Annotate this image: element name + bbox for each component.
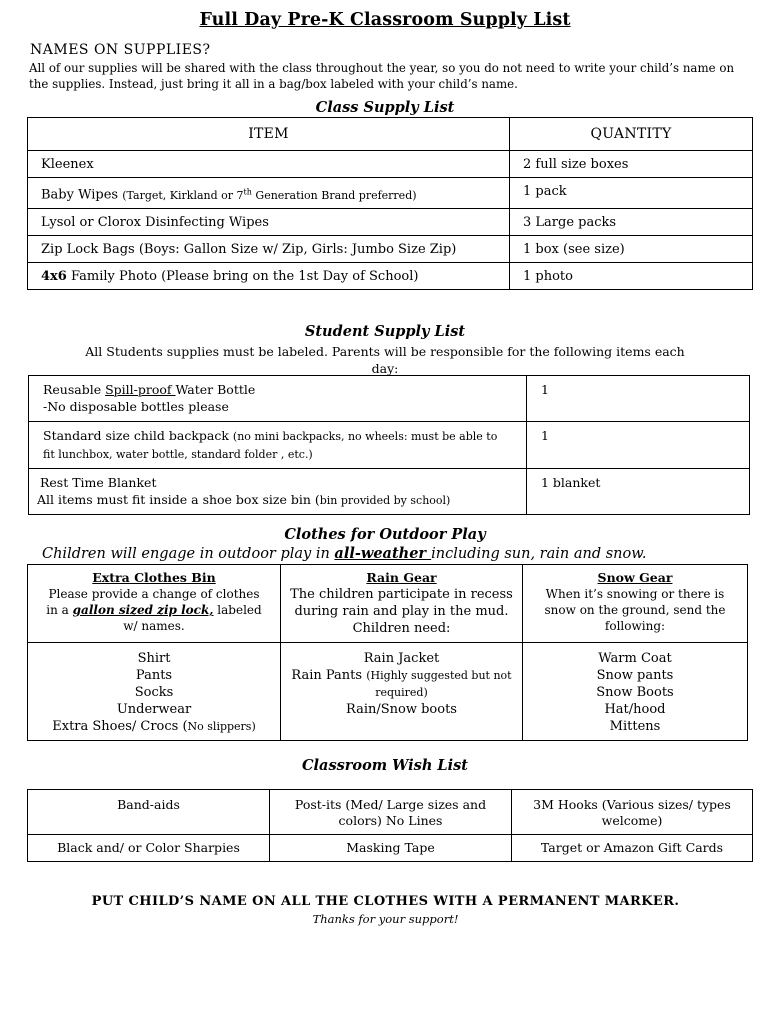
quantity-cell: 1 box (see size) [510, 235, 753, 262]
item-cell: Kleenex [28, 151, 510, 178]
table-row [28, 235, 753, 262]
item-cell: Lysol or Clorox Disinfecting Wipes [28, 208, 510, 235]
clothes-note-emph: all-weather [334, 545, 432, 562]
item-note: No slippers) [187, 720, 256, 733]
col-header-quantity: QUANTITY [510, 118, 753, 151]
wish-cell: Black and/ or Color Sharpies [28, 835, 270, 862]
desc-text: labeled w/ names. [123, 603, 262, 633]
table-header-row [28, 118, 753, 151]
snow-gear-items [523, 643, 748, 741]
item-text: Rain Pants [291, 668, 367, 683]
snow-gear-desc: When it’s snowing or there is snow on the ground, send the following: [544, 587, 726, 633]
item-cell [29, 376, 527, 422]
list-item: Rain/Snow boots [346, 702, 457, 717]
extra-clothes-title: Extra Clothes Bin [92, 570, 216, 585]
list-item: Pants [135, 668, 173, 683]
extra-clothes-header [28, 565, 281, 643]
list-item [34, 718, 274, 735]
clothes-note-text: including sun, rain and snow. [431, 546, 647, 562]
wish-cell: Target or Amazon Gift Cards [512, 835, 753, 862]
item-subline: -No disposable bottles please [43, 399, 229, 414]
page-title: Full Day Pre-K Classroom Supply List [199, 10, 571, 30]
item-emph: Spill-proof [105, 382, 176, 397]
wish-list-heading: Classroom Wish List [302, 757, 468, 774]
list-item: Snow Boots [596, 685, 674, 700]
table-row [28, 790, 753, 835]
item-note: (no mini backpacks, no wheels: must be able to fit lunchbox, water bottle, standard folder , etc.) [43, 430, 498, 461]
item-text: Reusable [43, 382, 106, 397]
quantity-cell: 1 photo [510, 262, 753, 289]
item-text: Extra Shoes/ Crocs ( [52, 719, 188, 734]
table-row [28, 178, 753, 209]
rain-gear-header [281, 565, 523, 643]
snow-gear-title: Snow Gear [597, 570, 673, 585]
quantity-cell: 1 pack [510, 178, 753, 209]
item-bold: 4x6 [41, 268, 67, 284]
clothes-note-text: Children will engage in outdoor play in [42, 546, 335, 562]
table-row [29, 376, 750, 422]
table-row [28, 262, 753, 289]
wish-cell: Post-its (Med/ Large sizes and colors) No Lines [270, 790, 512, 835]
item-note-b: Generation Brand preferred) [251, 188, 417, 202]
clothes-header-row [28, 565, 748, 643]
student-supply-heading: Student Supply List [304, 323, 466, 340]
wish-cell: Band-aids [28, 790, 270, 835]
list-item: Snow pants [596, 668, 674, 683]
item-text: All items must fit inside a shoe box size bin ( [37, 492, 320, 507]
table-row [28, 151, 753, 178]
item-cell [29, 422, 527, 469]
clothes-heading: Clothes for Outdoor Play [284, 526, 486, 543]
list-item: Mittens [609, 719, 661, 734]
item-cell [28, 178, 510, 209]
quantity-cell: 2 full size boxes [510, 151, 753, 178]
snow-gear-header [523, 565, 748, 643]
extra-clothes-items [28, 643, 281, 741]
desc-text: Please provide a change of clothes in a [46, 587, 260, 617]
list-item [287, 667, 516, 701]
footer-instruction: PUT CHILD’S NAME ON ALL THE CLOTHES WITH A PERMANENT MARKER. [91, 894, 680, 909]
quantity-cell: 3 Large packs [510, 208, 753, 235]
extra-clothes-desc [34, 586, 274, 634]
names-heading: NAMES ON SUPPLIES? [30, 42, 211, 58]
class-supply-heading: Class Supply List [315, 99, 455, 116]
item-line: Rest Time Blanket [40, 475, 157, 490]
item-note: bin provided by school) [319, 494, 451, 507]
list-item: Hat/hood [604, 702, 666, 717]
item-main: Standard size child backpack [43, 428, 233, 443]
names-paragraph: All of our supplies will be shared with the class throughout the year, so you do not need to write your child’s name on the supplies. Instead, just bring it all in a bag/box labeled with your child’s name. [29, 61, 735, 91]
wish-cell: Masking Tape [270, 835, 512, 862]
item-rest: Family Photo (Please bring on the 1st Day of School) [66, 268, 419, 284]
table-row [29, 469, 750, 515]
clothes-table [27, 564, 748, 741]
item-subline [37, 491, 512, 509]
quantity-cell: 1 [527, 422, 750, 469]
clothes-note [42, 545, 647, 562]
col-header-item: ITEM [28, 118, 510, 151]
list-item: Shirt [137, 651, 171, 666]
list-item: Socks [134, 685, 174, 700]
rain-gear-items [281, 643, 523, 741]
rain-gear-desc: The children participate in recess during rain and play in the mud. Children need: [290, 587, 513, 636]
item-cell: Zip Lock Bags (Boys: Gallon Size w/ Zip, Girls: Jumbo Size Zip) [28, 235, 510, 262]
item-cell [28, 262, 510, 289]
desc-emph: gallon sized zip lock, [72, 603, 214, 617]
table-row [28, 835, 753, 862]
item-text: Water Bottle [175, 382, 256, 397]
item-line [43, 381, 512, 398]
item-main: Baby Wipes [41, 187, 119, 203]
table-row [29, 422, 750, 469]
quantity-cell: 1 blanket [527, 469, 750, 515]
class-supply-table [27, 117, 753, 290]
table-row [28, 208, 753, 235]
wish-list-table [27, 789, 753, 862]
list-item: Rain Jacket [363, 651, 440, 666]
item-note [122, 189, 416, 202]
item-note-sup: th [243, 187, 252, 196]
clothes-items-row [28, 643, 748, 741]
item-cell [29, 469, 527, 515]
list-item: Warm Coat [598, 651, 672, 666]
item-note: (Highly suggested but not required) [366, 669, 512, 699]
rain-gear-title: Rain Gear [366, 570, 437, 585]
student-supply-note [0, 343, 770, 377]
student-supply-table [28, 375, 750, 515]
item-note-a: (Target, Kirkland or 7 [122, 188, 244, 202]
wish-cell: 3M Hooks (Various sizes/ types welcome) [512, 790, 753, 835]
list-item: Underwear [116, 702, 192, 717]
footer-thanks: Thanks for your support! [312, 912, 459, 926]
student-supply-note-text: All Students supplies must be labeled. Parents will be responsible for the following items each day: [85, 344, 685, 376]
quantity-cell: 1 [527, 376, 750, 422]
